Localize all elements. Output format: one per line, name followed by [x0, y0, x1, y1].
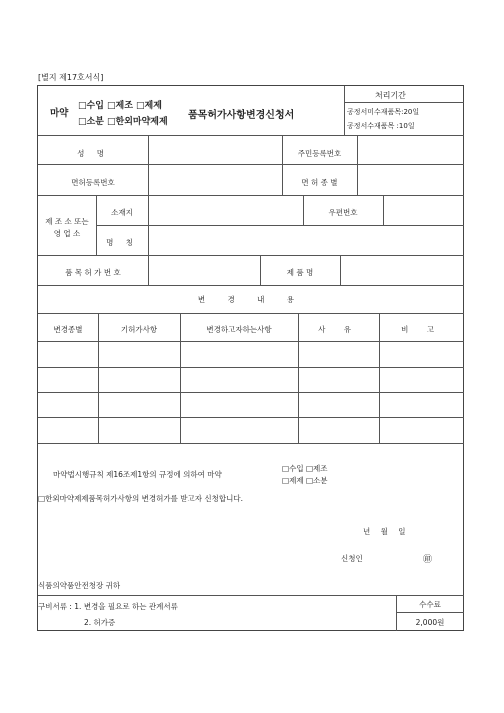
statement-option-b: □제제 □소분 [282, 476, 328, 485]
table-row[interactable] [38, 393, 464, 417]
statement-line2: □한외마약제제품목허가사항의 변경허가를 받고자 신청합니다. [38, 494, 243, 503]
product-name-field[interactable] [341, 256, 464, 284]
name-label: 성 명 [77, 149, 109, 158]
rrn-field[interactable] [358, 136, 464, 163]
license-number-field[interactable] [149, 165, 282, 194]
col-requested-change: 변경하고자하는사항 [206, 325, 272, 334]
processing-period-label: 처리기간 [375, 91, 406, 100]
processing-period-unlisted: 공정서미수재품목:20일 [347, 108, 420, 116]
statement-option-a: □수입 □제조 [282, 464, 328, 473]
rrn-label: 주민등록번호 [297, 149, 342, 158]
change-content-heading: 변 경 내 용 [197, 295, 305, 304]
facility-name-label: 명 칭 [106, 238, 138, 247]
license-type-label: 면 허 종 별 [301, 178, 338, 187]
col-reason: 사 유 [318, 325, 359, 334]
table-row[interactable] [38, 368, 464, 392]
col-change-type: 변경종별 [53, 325, 83, 334]
category-options-line2: □소분 □한외마약제제 [78, 117, 168, 127]
processing-period-listed: 공정서수재품목 :10일 [347, 122, 415, 130]
application-date: 년 월 일 [363, 527, 406, 536]
postal-code-label: 우편번호 [328, 208, 358, 217]
address-label: 소재지 [111, 208, 133, 217]
fee-value: 2,000원 [415, 618, 445, 627]
facility-name-field[interactable] [149, 226, 464, 254]
statement-line1: 마약법시행규칙 제16조제1항의 규정에 의하여 마약 [53, 470, 222, 479]
form-title: 품목허가사항변경신청서 [188, 110, 295, 121]
product-name-label: 제 품 명 [286, 268, 314, 277]
table-row[interactable] [38, 418, 464, 442]
facility-label-line2: 영 업 소 [53, 229, 81, 238]
facility-label-line1: 제 조 소 또는 [45, 217, 89, 226]
category-options-line1: □수입 □제조 □제제 [78, 101, 162, 111]
addressee: 식품의약품안전청장 귀하 [38, 581, 121, 590]
address-field[interactable] [149, 196, 303, 224]
required-documents-item2: 2. 허가증 [84, 618, 116, 627]
application-form [37, 85, 464, 631]
permit-number-label: 품 목 허 가 번 호 [65, 268, 121, 277]
license-number-label: 면허등록번호 [71, 178, 115, 187]
name-field[interactable] [149, 136, 282, 163]
col-remarks: 비 고 [401, 325, 442, 334]
applicant-label: 신청인 [341, 554, 363, 563]
permit-number-field[interactable] [149, 256, 260, 284]
narcotic-label: 마약 [50, 108, 69, 119]
postal-code-field[interactable] [384, 196, 464, 224]
license-type-field[interactable] [358, 165, 464, 194]
form-code: [별지 제17호서식] [38, 73, 104, 82]
fee-label: 수수료 [419, 600, 441, 609]
required-documents-label: 구비서류 : 1. 변경을 필요로 하는 관계서류 [38, 602, 178, 611]
col-previous-permit: 기허가사항 [120, 325, 158, 334]
seal-icon: ㊞ [423, 555, 433, 565]
table-row[interactable] [38, 342, 464, 366]
